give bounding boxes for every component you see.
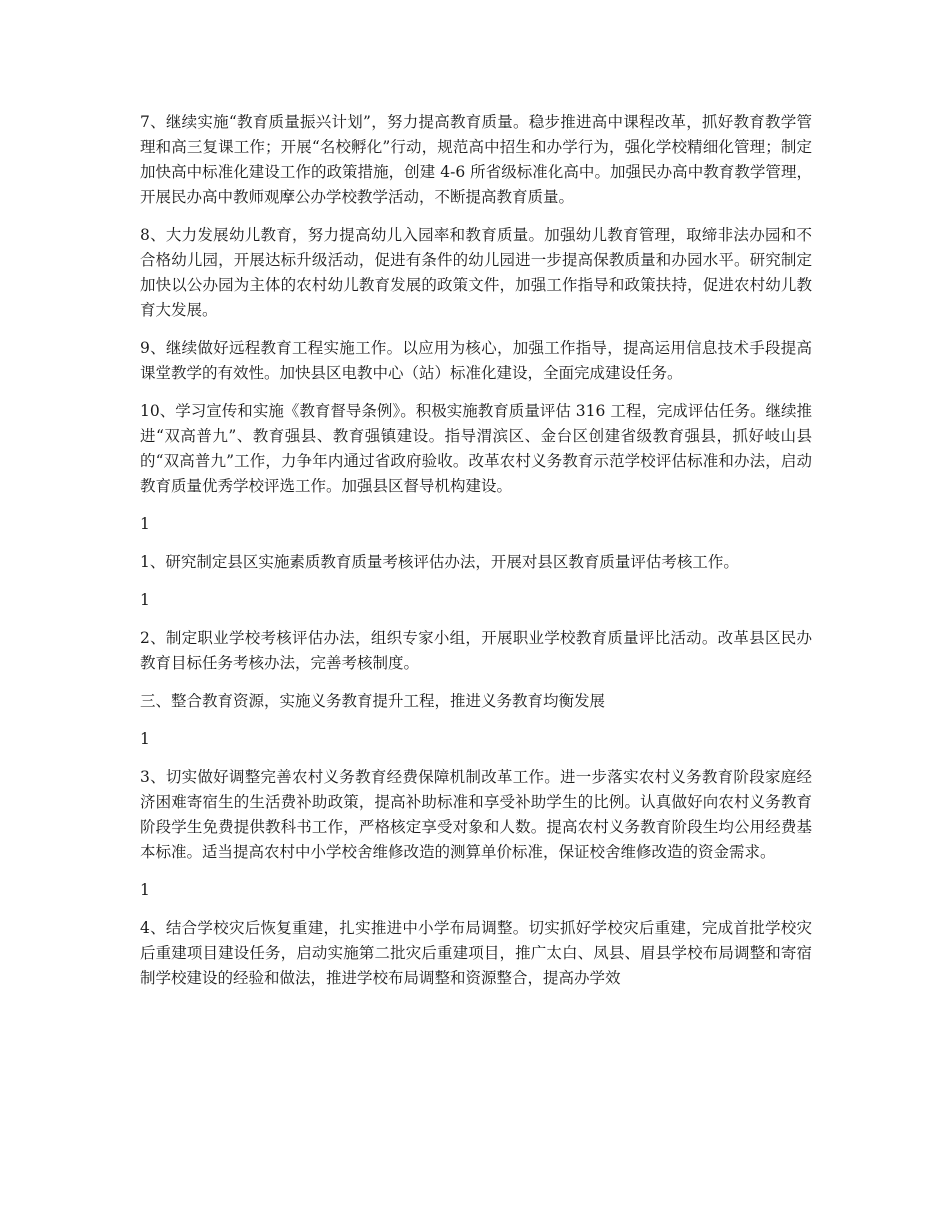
paragraph-item-2: 2、制定职业学校考核评估办法，组织专家小组，开展职业学校教育质量评比活动。改革县区民办教育目标任务考核办法，完善考核制度。 <box>140 629 812 672</box>
page-marker: 1 <box>140 730 150 748</box>
page-marker: 1 <box>140 591 150 609</box>
section-heading: 三、整合教育资源，实施义务教育提升工程，推进义务教育均衡发展 <box>140 692 606 710</box>
page-marker: 1 <box>140 881 150 899</box>
paragraph-item-8: 8、大力发展幼儿教育，努力提高幼儿入园率和教育质量。加强幼儿教育管理，取缔非法办园和不合格幼儿园，开展达标升级活动，促进有条件的幼儿园进一步提高保教质量和办园水平。研究制定加快以公办园为主体的农村幼儿教育发展的政策文件，加强工作指导和政策扶持，促进农村幼儿教育大发展。 <box>140 226 812 319</box>
paragraph-item-9: 9、继续做好远程教育工程实施工作。以应用为核心，加强工作指导，提高运用信息技术手段提高课堂教学的有效性。加快县区电教中心（站）标准化建设，全面完成建设任务。 <box>140 339 812 382</box>
paragraph-item-7: 7、继续实施“教育质量振兴计划”，努力提高教育质量。稳步推进高中课程改革，抓好教育教学管理和高三复课工作；开展“名校孵化”行动，规范高中招生和办学行为，强化学校精细化管理；制定加快高中标准化建设工作的政策措施，创建 4-6 所省级标准化高中。加强民办高中教育教学管理，开展民办高中教师观摩公办学校教学活动，不断提高教育质量。 <box>140 113 812 206</box>
page-marker: 1 <box>140 515 150 533</box>
paragraph-item-4: 4、结合学校灾后恢复重建，扎实推进中小学布局调整。切实抓好学校灾后重建，完成首批学校灾后重建项目建设任务，启动实施第二批灾后重建项目，推广太白、凤县、眉县学校布局调整和寄宿制学校建设的经验和做法，推进学校布局调整和资源整合，提高办学效 <box>140 919 812 987</box>
paragraph-item-10: 10、学习宣传和实施《教育督导条例》。积极实施教育质量评估 316 工程，完成评估任务。继续推进“双高普九”、教育强县、教育强镇建设。指导渭滨区、金台区创建省级教育强县，抓好岐山县的“双高普九”工作，力争年内通过省政府验收。改革农村义务教育示范学校评估标准和办法，启动教育质量优秀学校评选工作。加强县区督导机构建设。 <box>140 402 812 495</box>
document-body <box>140 110 812 1004</box>
paragraph-item-3: 3、切实做好调整完善农村义务教育经费保障机制改革工作。进一步落实农村义务教育阶段家庭经济困难寄宿生的生活费补助政策，提高补助标准和享受补助学生的比例。认真做好向农村义务教育阶段学生免费提供教科书工作，严格核定享受对象和人数。提高农村义务教育阶段生均公用经费基本标准。适当提高农村中小学校舍维修改造的测算单价标准，保证校舍维修改造的资金需求。 <box>140 768 812 861</box>
paragraph-item-1: 1、研究制定县区实施素质教育质量考核评估办法，开展对县区教育质量评估考核工作。 <box>140 553 739 571</box>
